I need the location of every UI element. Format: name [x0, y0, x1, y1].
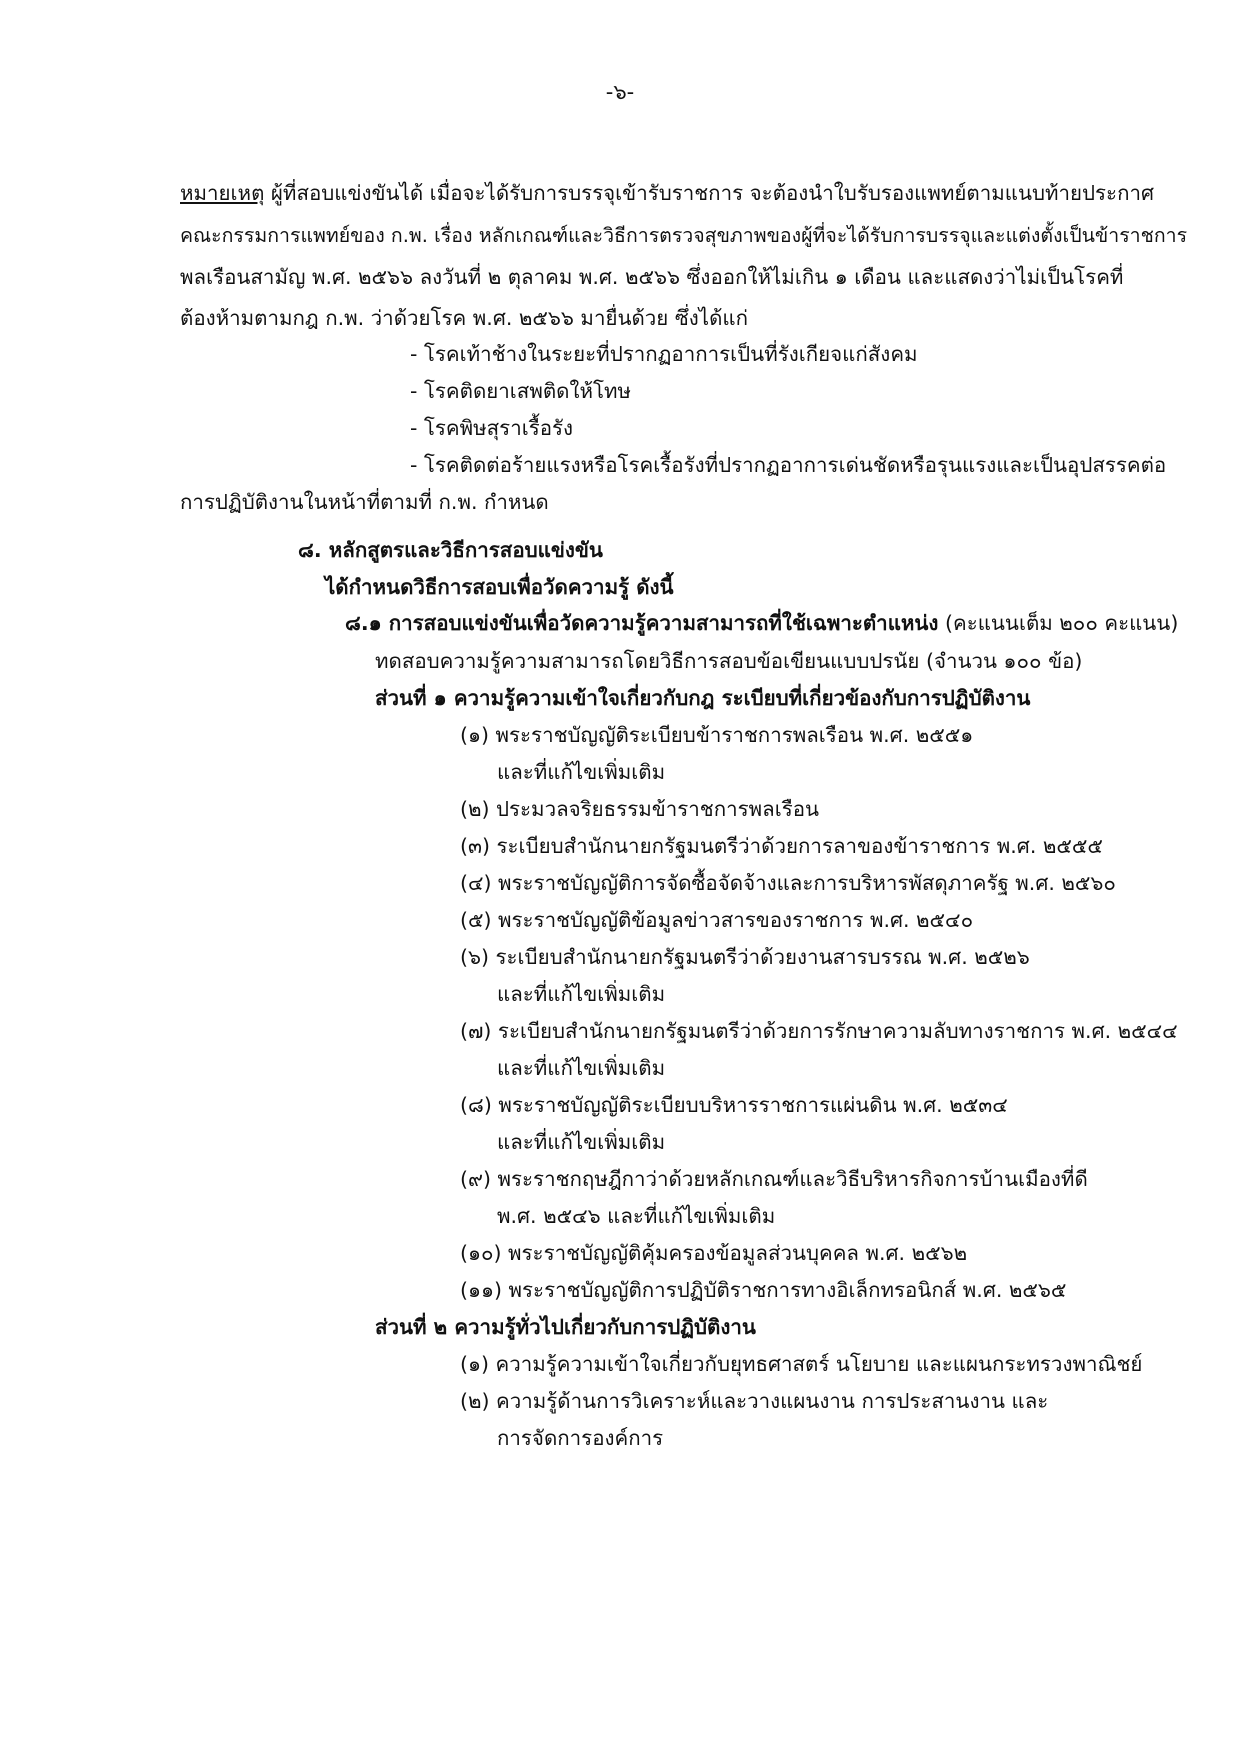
- law-item: (๕) พระราชบัญญัติข้อมูลข่าวสารของราชการ พ.ศ. ๒๕๔๐: [460, 908, 974, 932]
- part-1-title: ส่วนที่ ๑ ความรู้ความเข้าใจเกี่ยวกับกฎ ระเบียบที่เกี่ยวข้องกับการปฏิบัติงาน: [375, 686, 1031, 710]
- law-item: (๗) ระเบียบสำนักนายกรัฐมนตรีว่าด้วยการรักษาความลับทางราชการ พ.ศ. ๒๕๔๔: [460, 1019, 1178, 1043]
- section-8-1-score: (คะแนนเต็ม ๒๐๐ คะแนน): [944, 611, 1179, 635]
- knowledge-item: (๒) ความรู้ด้านการวิเคราะห์และวางแผนงาน การประสานงาน และ: [460, 1389, 1049, 1413]
- note-line-3: พลเรือนสามัญ พ.ศ. ๒๕๖๖ ลงวันที่ ๒ ตุลาคม พ.ศ. ๒๕๖๖ ซึ่งออกให้ไม่เกิน ๑ เดือน และแสดงว่าไม่เป็นโรคที่: [180, 265, 1124, 289]
- section-8-1-title: [345, 608, 1178, 638]
- law-item: (๙) พระราชกฤษฎีกาว่าด้วยหลักเกณฑ์และวิธีบริหารกิจการบ้านเมืองที่ดี: [460, 1167, 1088, 1191]
- page-number: -๖-: [605, 80, 635, 104]
- law-item: (๔) พระราชบัญญัติการจัดซื้อจัดจ้างและการบริหารพัสดุภาครัฐ พ.ศ. ๒๕๖๐: [460, 871, 1116, 895]
- knowledge-item-continuation: การจัดการองค์การ: [497, 1426, 664, 1450]
- law-item: (๖) ระเบียบสำนักนายกรัฐมนตรีว่าด้วยงานสารบรรณ พ.ศ. ๒๕๒๖: [460, 945, 1030, 969]
- law-item: (๑๑) พระราชบัญญัติการปฏิบัติราชการทางอิเล็กทรอนิกส์ พ.ศ. ๒๕๖๕: [460, 1278, 1067, 1302]
- disease-item: - โรคพิษสุราเรื้อรัง: [410, 416, 574, 440]
- law-item: (๘) พระราชบัญญัติระเบียบบริหารราชการแผ่นดิน พ.ศ. ๒๕๓๔: [460, 1093, 1008, 1117]
- disease-continuation: การปฏิบัติงานในหน้าที่ตามที่ ก.พ. กำหนด: [180, 490, 549, 514]
- law-item-continuation: และที่แก้ไขเพิ่มเติม: [497, 982, 666, 1006]
- law-item: (๑) พระราชบัญญัติระเบียบข้าราชการพลเรือน พ.ศ. ๒๕๕๑: [460, 723, 974, 747]
- note-line-1: [180, 178, 1154, 208]
- note-line-4: ต้องห้ามตามกฎ ก.พ. ว่าด้วยโรค พ.ศ. ๒๕๖๖ มายื่นด้วย ซึ่งได้แก่: [180, 306, 749, 330]
- law-item-continuation: และที่แก้ไขเพิ่มเติม: [497, 760, 666, 784]
- section-8-subheading: ได้กำหนดวิธีการสอบเพื่อวัดความรู้ ดังนี้: [325, 575, 674, 599]
- disease-item: - โรคติดยาเสพติดให้โทษ: [410, 379, 632, 403]
- disease-item: - โรคเท้าช้างในระยะที่ปรากฏอาการเป็นที่รังเกียจแก่สังคม: [410, 342, 918, 366]
- note-label: หมายเหตุ: [180, 181, 265, 205]
- law-item: (๑๐) พระราชบัญญัติคุ้มครองข้อมูลส่วนบุคคล พ.ศ. ๒๕๖๒: [460, 1241, 968, 1265]
- disease-item: - โรคติดต่อร้ายแรงหรือโรคเรื้อรังที่ปรากฏอาการเด่นชัดหรือรุนแรงและเป็นอุปสรรคต่อ: [410, 453, 1167, 477]
- section-8-1-description: ทดสอบความรู้ความสามารถโดยวิธีการสอบข้อเขียนแบบปรนัย (จำนวน ๑๐๐ ข้อ): [375, 649, 1083, 673]
- law-item-continuation: และที่แก้ไขเพิ่มเติม: [497, 1056, 666, 1080]
- knowledge-item: (๑) ความรู้ความเข้าใจเกี่ยวกับยุทธศาสตร์ นโยบาย และแผนกระทรวงพาณิชย์: [460, 1352, 1143, 1376]
- note-line-2: คณะกรรมการแพทย์ของ ก.พ. เรื่อง หลักเกณฑ์และวิธีการตรวจสุขภาพของผู้ที่จะได้รับการบรรจุและแต่งตั้งเป็นข้าราชการ: [180, 224, 1188, 247]
- note-text: ผู้ที่สอบแข่งขันได้ เมื่อจะได้รับการบรรจุเข้ารับราชการ จะต้องนำใบรับรองแพทย์ตามแนบท้ายประกาศ: [270, 181, 1155, 205]
- section-8-heading: ๘. หลักสูตรและวิธีการสอบแข่งขัน: [298, 538, 603, 562]
- law-item-continuation: พ.ศ. ๒๕๔๖ และที่แก้ไขเพิ่มเติม: [497, 1204, 776, 1228]
- law-item: (๓) ระเบียบสำนักนายกรัฐมนตรีว่าด้วยการลาของข้าราชการ พ.ศ. ๒๕๕๕: [460, 834, 1103, 858]
- law-item-continuation: และที่แก้ไขเพิ่มเติม: [497, 1130, 666, 1154]
- part-2-title: ส่วนที่ ๒ ความรู้ทั่วไปเกี่ยวกับการปฏิบัติงาน: [375, 1315, 756, 1339]
- section-8-1-title-text: ๘.๑ การสอบแข่งขันเพื่อวัดความรู้ความสามารถที่ใช้เฉพาะตำแหน่ง: [345, 611, 939, 635]
- law-item: (๒) ประมวลจริยธรรมข้าราชการพลเรือน: [460, 797, 820, 821]
